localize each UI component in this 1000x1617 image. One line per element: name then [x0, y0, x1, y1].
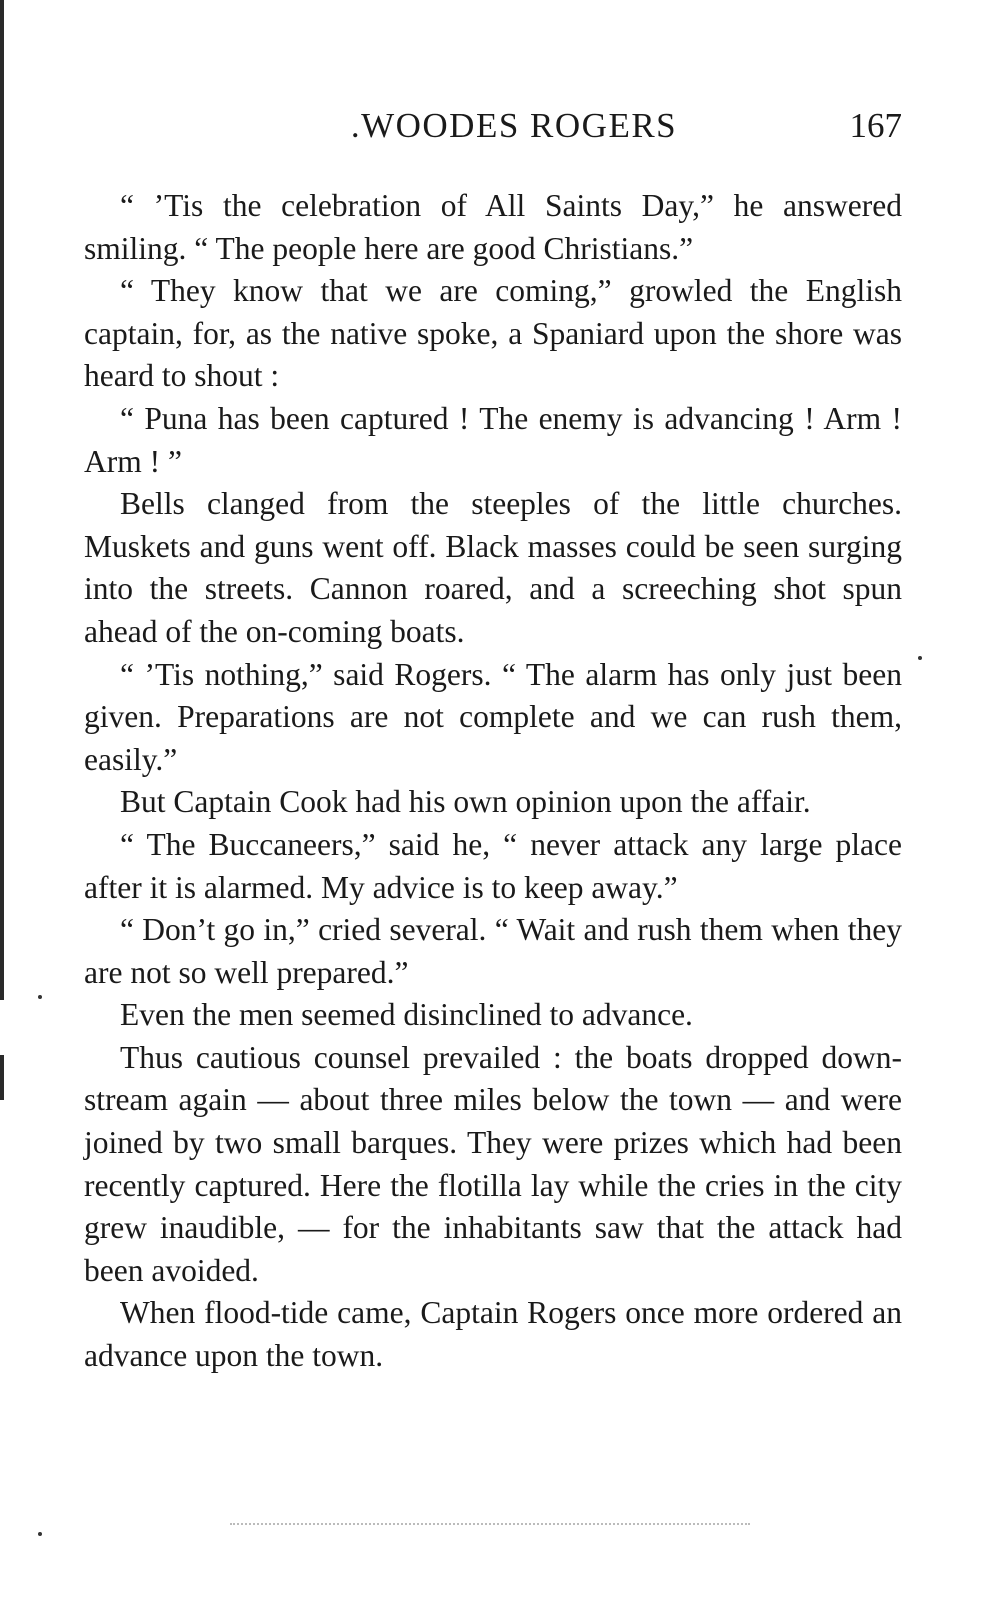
paragraph: “ The Buccaneers,” said he, “ never attack any large place after it is alarmed. My advice is to keep away.”: [84, 826, 902, 905]
bottom-scan-marks: [230, 1523, 750, 1528]
body-text: [84, 185, 902, 1378]
paragraph: Bells clanged from the steeples of the little churches. Muskets and guns went off. Black masses could be seen surging into the streets. Cannon roared, and a screeching shot spun ahead of the on-coming boats.: [84, 486, 902, 649]
running-head: .WOODES ROGERS: [350, 106, 678, 145]
page-number: 167: [849, 106, 902, 145]
paragraph: “ Don’t go in,” cried several. “ Wait and rush them when they are not so well prepared.”: [84, 912, 902, 990]
paragraph: “ Puna has been captured ! The enemy is advancing ! Arm ! Arm ! ”: [84, 400, 902, 479]
paragraph: “ They know that we are coming,” growled the English captain, for, as the native spoke, a Spaniard upon the shore was heard to shout :: [84, 273, 902, 394]
paragraph: But Captain Cook had his own opinion upon the affair.: [120, 784, 811, 820]
paragraph: “ ’Tis the celebration of All Saints Day,” he answered smiling. “ The people here are good Christians.”: [84, 188, 902, 266]
page-gutter-edge: [0, 0, 4, 1000]
paragraph: Thus cautious counsel prevailed : the boats dropped down-stream again — about three miles below the town — and were joined by two small barques. They were prizes which had been recently captured. Here the flotilla lay while the cries in the city grew inaudible, — for the inhabitants saw that the attack had been avoided.: [84, 1039, 902, 1288]
scan-speck: [38, 995, 42, 999]
scan-speck: [918, 656, 922, 660]
paragraph: “ ’Tis nothing,” said Rogers. “ The alarm has only just been given. Preparations are not complete and we can rush them, easily.”: [84, 656, 902, 777]
page-header: [84, 100, 902, 160]
page-gutter-edge-lower: [0, 1055, 4, 1100]
paragraph: When flood-tide came, Captain Rogers once more ordered an advance upon the town.: [84, 1295, 902, 1374]
paragraph: Even the men seemed disinclined to advance.: [120, 997, 693, 1033]
scan-speck: [38, 1532, 42, 1536]
